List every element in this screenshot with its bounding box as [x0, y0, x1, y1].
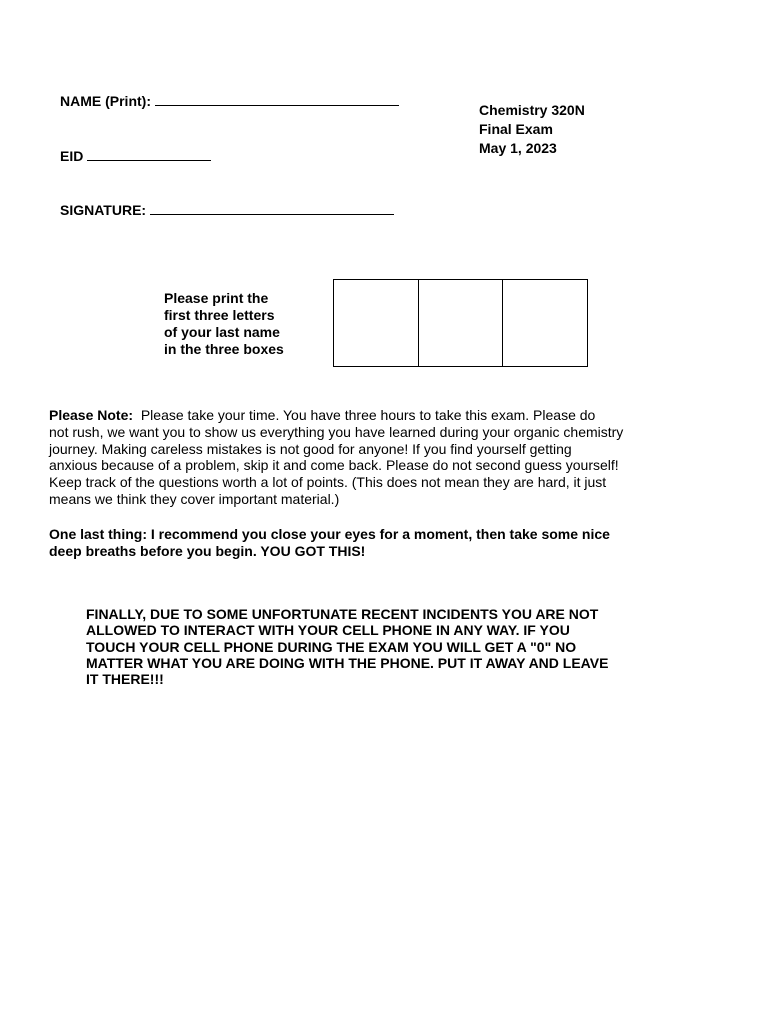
note-label: Please Note:: [49, 407, 134, 423]
letter-box-1[interactable]: [334, 280, 419, 366]
name-label: NAME (Print):: [60, 93, 151, 109]
warning-line: TOUCH YOUR CELL PHONE DURING THE EXAM YOU WILL GET A "0" NO: [86, 638, 577, 655]
course-title: Chemistry 320N: [479, 102, 585, 118]
letter-box-3[interactable]: [503, 280, 587, 366]
note-line: means we think they cover important material.): [49, 490, 340, 507]
signature-label: SIGNATURE:: [60, 202, 147, 218]
please-note-paragraph: [49, 407, 679, 508]
name-blank-line[interactable]: [155, 104, 399, 106]
letter-box-2[interactable]: [419, 280, 504, 366]
course-info: [479, 101, 585, 158]
warning-line: ALLOWED TO INTERACT WITH YOUR CELL PHONE IN ANY WAY. IF YOU: [86, 622, 570, 639]
note-line: journey. Making careless mistakes is not good for anyone! If you find yourself getting: [49, 440, 572, 457]
instruction-line: Please print the: [164, 290, 269, 306]
eid-blank-line[interactable]: [87, 159, 211, 161]
note-line: not rush, we want you to show us everything you have learned during your organic chemistry: [49, 423, 624, 440]
exam-name: Final Exam: [479, 121, 553, 137]
instruction-line: of your last name: [164, 324, 280, 340]
note-line: anxious because of a problem, skip it and come back. Please do not second guess yourself!: [49, 457, 619, 474]
exam-date: May 1, 2023: [479, 140, 557, 156]
signature-blank-line[interactable]: [150, 213, 394, 215]
signature-field[interactable]: [60, 202, 394, 218]
instruction-line: first three letters: [164, 307, 275, 323]
last-thing-paragraph: [49, 526, 689, 560]
warning-line: MATTER WHAT YOU ARE DOING WITH THE PHONE. PUT IT AWAY AND LEAVE: [86, 654, 609, 671]
last-thing-line: One last thing: I recommend you close your eyes for a moment, then take some nice: [49, 526, 610, 542]
warning-line: FINALLY, DUE TO SOME UNFORTUNATE RECENT INCIDENTS YOU ARE NOT: [86, 606, 599, 622]
cell-phone-warning: [86, 606, 686, 687]
last-thing-line: deep breaths before you begin. YOU GOT THIS!: [49, 543, 366, 559]
warning-line: IT THERE!!!: [86, 671, 164, 688]
eid-field[interactable]: [60, 148, 211, 164]
instruction-line: in the three boxes: [164, 341, 284, 357]
last-name-letter-boxes: [333, 279, 588, 367]
letter-box-instructions: [164, 290, 284, 358]
note-text: Please take your time. You have three hours to take this exam. Please do: [140, 407, 596, 423]
name-field[interactable]: [60, 93, 399, 109]
eid-label: EID: [60, 148, 84, 164]
note-line: Keep track of the questions worth a lot of points. (This does not mean they are hard, it just: [49, 474, 607, 491]
note-line: [49, 407, 679, 424]
